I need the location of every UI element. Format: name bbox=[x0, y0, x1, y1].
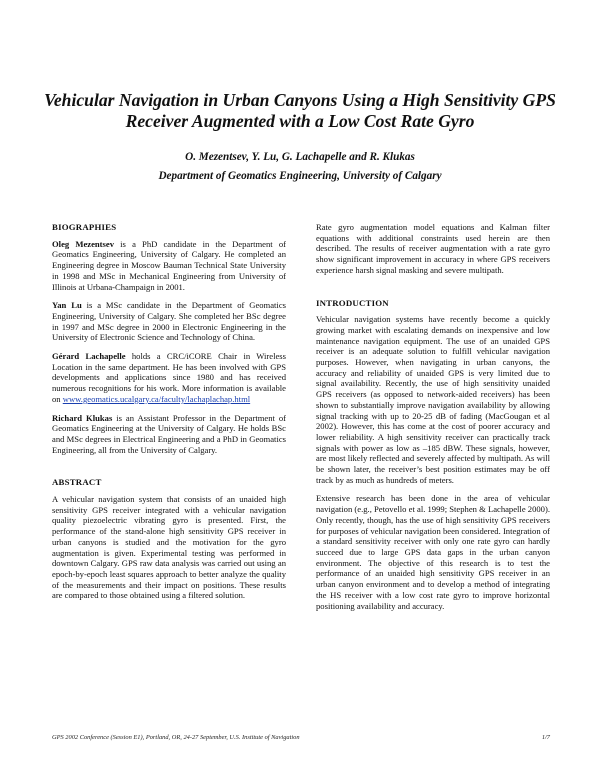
abstract-heading: ABSTRACT bbox=[52, 477, 102, 488]
bio-name: Oleg Mezentsev bbox=[52, 238, 114, 249]
bio-name: Yan Lu bbox=[52, 300, 82, 311]
section-gap bbox=[52, 463, 286, 477]
page-footer bbox=[52, 734, 550, 741]
bio-lachapelle bbox=[52, 351, 286, 405]
biographies-heading: BIOGRAPHIES bbox=[52, 222, 117, 232]
abstract-paragraph: A vehicular navigation system that consists of an unaided high sensitivity GPS receiver integrated with a vehicular navigation quality piezoelectric vibrating gyro is presented. First, the performance of the stand-alone high sensitivity GPS receiver in urban canyons is studied and the motivation for the gyro augmentation is given. Experimental testing was performed in downtown Calgary. GPS raw data analysis was carried out using an epoch-by-epoch least squares approach to better analyze the quality of the measurements and their impact on positions. These results are compared to those obtained using a filtered solution. bbox=[52, 494, 286, 601]
right-column bbox=[316, 222, 550, 619]
bio-lu bbox=[52, 300, 286, 343]
intro-paragraph-2: Extensive research has been done in the area of vehicular navigation (e.g., Petovello et al. 1999; Stephen & Lachapelle 2000). Only recently, though, has the use of high sensitivity GPS receivers for purposes of vehicular navigation been considered. Integration of a standard sensitivity receiver with only one rate gyro can hardly succeed due to large GPS data gaps in the urban canyon environment. The objective of this research is to test the performance of an unaided high sensitivity GPS receiver in an urban canyon environment and to develop a method of integrating the HS receiver with a low cost rate gyro to improve horizontal positioning availability and accuracy. bbox=[316, 493, 550, 611]
bio-text: is an Assistant Professor in the Department of Geomatics Engineering at the University of Calgary. He holds BSc and MSc degrees in Electrical Engineering and a PhD in Geomatics Engineering, all from the University of Calgary. bbox=[52, 412, 287, 455]
lachapelle-web-link[interactable]: www.geomatics.ucalgary.ca/faculty/lachaplachap.html bbox=[62, 393, 251, 404]
bio-name: Gérard Lachapelle bbox=[52, 351, 126, 362]
section-gap bbox=[316, 284, 550, 298]
left-column bbox=[52, 222, 286, 609]
bio-mezentsev bbox=[52, 239, 286, 293]
bio-klukas bbox=[52, 413, 286, 456]
author-list: O. Mezentsev, Y. Lu, G. Lachapelle and R. Klukas bbox=[185, 151, 415, 163]
footer-citation: GPS 2002 Conference (Session E1), Portland, OR, 24-27 September, U.S. Institute of Navigation bbox=[52, 734, 300, 741]
paper-title: Vehicular Navigation in Urban Canyons Using a High Sensitivity GPS Receiver Augmented with a Low Cost Rate Gyro bbox=[44, 90, 556, 131]
page-number: 1/7 bbox=[541, 734, 550, 741]
introduction-heading: INTRODUCTION bbox=[316, 297, 389, 308]
bio-name: Richard Klukas bbox=[52, 412, 113, 423]
abstract-continued: Rate gyro augmentation model equations and Kalman filter equations with additional constraints used herein are then described. The results of receiver augmentation with a rate gyro show significant improvement in accuracy in where GPS receivers experience harsh signal masking and severe multipath. bbox=[316, 222, 550, 275]
bio-text: is a PhD candidate in the Department of Geomatics Engineering, University of Calgary. He completed an Engineering degree in Moscow Bauman Technical State University in 1998 and MSc in Mechanical Engineering from University of Illinois at Urbana-Champaign in 2001. bbox=[52, 238, 286, 292]
intro-paragraph-1: Vehicular navigation systems have recently become a quickly growing market with escalating demands on inexpensive and low maintenance navigation equipment. The use of an unaided GPS receiver is an adequate solution to fulfill vehicular navigation purposes. However, when navigating in urban canyons, the accuracy and reliability of unaided GPS is very limited due to signal availability. Recently, the use of high sensitivity unaided GPS receivers (as opposed to network-aided receivers) has been shown to substantially improve navigation availability by allowing signal tracking with up to 20-25 dB of fading (MacGougan et al 2002). However, this has come at the cost of poorer accuracy and lower reliability. A high sensitivity receiver can practically track signals with power as low as –185 dBW. These signals, however, are most likely reflected and severely affected by multipath. As will be shown later, the receiver’s best position estimates may be off track by as much as hundreds of meters. bbox=[316, 314, 550, 485]
bio-text: holds a CRC/iCORE Chair in Wireless Location in the same department. He has been involved with GPS developments and applications since 1980 and has received numerous recognitions for his work. More information is available on bbox=[52, 351, 286, 404]
bio-text: is a MSc candidate in the Department of Geomatics Engineering, University of Calgary. She completed her BSc degree in 1997 and MSc degree in 2000 in Electronic Engineering in the University of Electronic Science and Technology of China. bbox=[52, 300, 286, 343]
affiliation: Department of Geomatics Engineering, University of Calgary bbox=[158, 170, 442, 182]
